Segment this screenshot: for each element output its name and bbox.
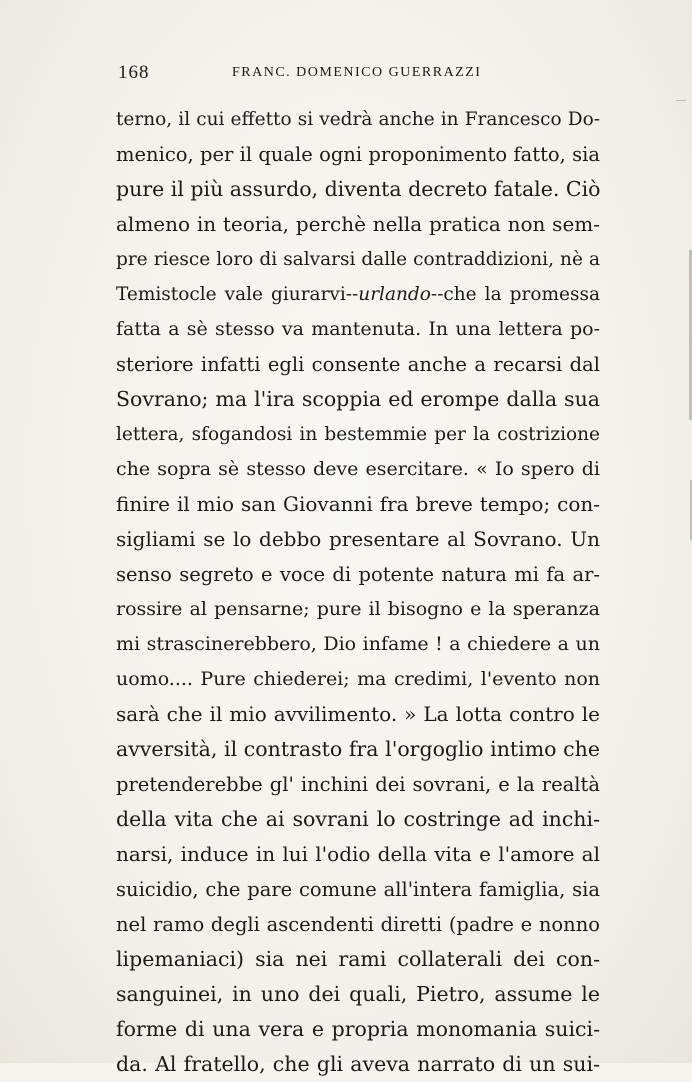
text-line: suicidio, che pare comune all'intera famiglia, sia: [116, 878, 600, 901]
text-line: Sovrano; ma l'ira scoppia ed erompe dalla sua: [116, 387, 600, 411]
text-line-after-italic: --che la promessa: [430, 284, 600, 305]
text-line-before-italic: Temistocle vale giurarvi--: [116, 284, 359, 305]
page-header: [118, 62, 498, 84]
text-line: finire il mio san Giovanni fra breve tempo; con-: [116, 492, 600, 516]
text-line: sarà che il mio avvilimento. » La lotta contro le: [116, 702, 600, 726]
text-line: lettera, sfogandosi in bestemmie per la costrizione: [116, 424, 600, 445]
text-line: fatta a sè stesso va mantenuta. In una lettera po-: [116, 318, 600, 340]
text-line: della vita che ai sovrani lo costringe ad inchi-: [116, 807, 600, 831]
scan-edge-mark: [676, 100, 686, 101]
text-line: sanguinei, in uno dei quali, Pietro, assume le: [116, 982, 600, 1006]
text-line: forme di una vera e propria monomania suici-: [116, 1017, 600, 1041]
body-text: [116, 102, 600, 1082]
text-line: terno, il cui effetto si vedrà anche in Francesco Do-: [116, 109, 600, 130]
text-line: menico, per il quale ogni proponimento fatto, sia: [116, 143, 600, 166]
text-line: da. Al fratello, che gli aveva narrato di un sui-: [116, 1052, 600, 1076]
text-line: pretenderebbe gl' inchini dei sovrani, e la realtà: [116, 773, 600, 796]
italic-word: urlando: [358, 284, 431, 305]
text-line: sigliami se lo debbo presentare al Sovrano. Un: [116, 527, 600, 551]
text-line: nel ramo degli ascendenti diretti (padre e nonno: [116, 913, 600, 936]
text-line: almeno in teoria, perchè nella pratica non sem-: [116, 212, 600, 236]
text-line: pure il più assurdo, diventa decreto fatale. Ciò: [116, 177, 600, 201]
text-line: narsi, induce in lui l'odio della vita e l'amore al: [116, 842, 600, 866]
page-number: 168: [118, 62, 150, 83]
text-line: uomo.... Pure chiederei; ma credimi, l'evento non: [116, 668, 600, 690]
text-line: avversità, il contrasto fra l'orgoglio intimo che: [116, 737, 600, 761]
text-line: rossire al pensarne; pure il bisogno e la speranza: [116, 598, 600, 620]
text-line: [116, 277, 600, 312]
text-line: steriore infatti egli consente anche a recarsi dal: [116, 353, 600, 376]
text-line: pre riesce loro di salvarsi dalle contraddizioni, nè a: [116, 249, 600, 270]
text-line: mi strascinerebbero, Dio infame ! a chiedere a un: [116, 633, 600, 655]
text-line: che sopra sè stesso deve esercitare. « Io spero di: [116, 458, 600, 480]
text-line: senso segreto e voce di potente natura mi fa ar-: [116, 563, 600, 586]
text-line: lipemaniaci) sia nei rami collaterali dei con-: [116, 947, 600, 971]
running-title: FRANC. DOMENICO GUERRAZZI: [232, 65, 482, 80]
